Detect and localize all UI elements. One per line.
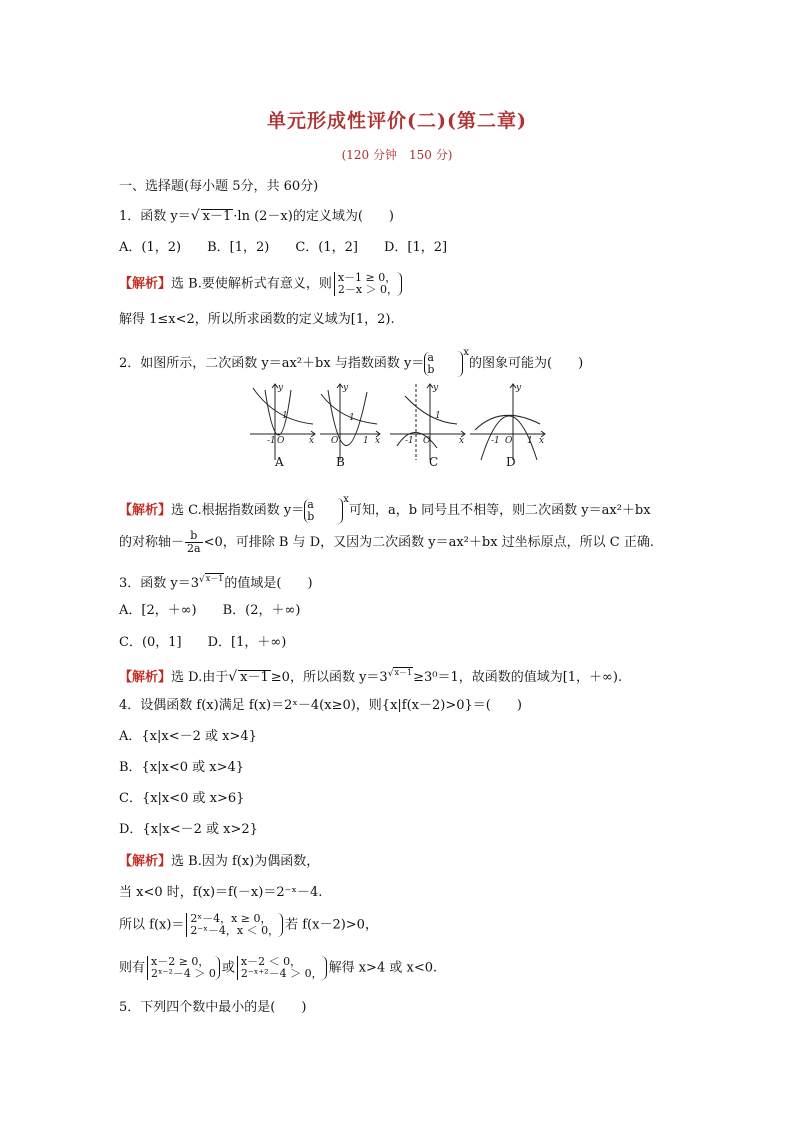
q3-sol-post: ≥3⁰＝1，故函数的值域为[1，＋∞). xyxy=(413,670,623,685)
graph-label-d: D xyxy=(506,455,516,469)
svg-text:x: x xyxy=(309,436,315,446)
frac-den: b xyxy=(427,362,435,376)
or-word: 或 xyxy=(221,960,235,976)
q1-sys-row2: 2－x ＞ 0， xyxy=(337,283,399,296)
q1-sol-line2: 解得 1≤x<2，所以所求函数的定义域为[1，2). xyxy=(119,312,395,327)
radical-sign: √ xyxy=(199,575,205,585)
q4-sol-4-post: 解得 x>4 或 x<0. xyxy=(328,960,438,976)
q2-stem-post: 的图象可能为( ) xyxy=(469,356,584,371)
q4-sol-3-post: 若 f(x－2)>0， xyxy=(285,917,378,933)
q4-solution-1 xyxy=(119,853,319,871)
paren-right xyxy=(434,351,463,377)
q3-solution xyxy=(119,665,622,687)
svg-text:O: O xyxy=(331,436,339,446)
frac-den: b xyxy=(307,509,315,523)
radical-sign: √ xyxy=(228,669,238,685)
page-subtitle: (120 分钟 150 分) xyxy=(341,148,453,162)
graph-label-b: B xyxy=(336,455,345,469)
svg-text:y: y xyxy=(433,383,439,393)
q2-sol-pre: 选 C.根据指数函数 y＝ xyxy=(171,503,305,518)
q4-option-b: B．{x|x<0 或 x>4} xyxy=(119,760,245,775)
q4-sol-1-text: 选 B.因为 f(x)为偶函数， xyxy=(171,854,320,869)
solution-tag: 【解析】 xyxy=(119,503,172,518)
q1-sol-text: 选 B.要使解析式有意义，则 xyxy=(171,276,332,292)
sys-row2: 2ˣ⁻²－4 ＞ 0 xyxy=(151,967,216,980)
sys-row1: x－2 ≥ 0， xyxy=(151,955,210,968)
solution-tag: 【解析】 xyxy=(119,670,172,685)
q1-stem-post: ·ln (2－x)的定义域为( ) xyxy=(233,209,394,224)
q3-options-ab: A．[2，＋∞) B．(2，＋∞) xyxy=(119,603,301,618)
q1-solution xyxy=(119,272,404,296)
svg-text:-1: -1 xyxy=(405,436,414,446)
q3-radicand: x－1 xyxy=(205,574,224,583)
q2-sol-line2 xyxy=(119,530,654,555)
svg-text:1: 1 xyxy=(363,436,369,446)
svg-text:1: 1 xyxy=(349,413,355,423)
svg-text:-1: -1 xyxy=(267,436,276,446)
q4-solution-3 xyxy=(119,913,378,937)
sys-row2: 2⁻ˣ⁺²－4 ＞ 0， xyxy=(240,967,323,980)
q3-options-cd: C．(0，1] D．[1，＋∞) xyxy=(119,635,287,650)
q4-sol-4-pre: 则有 xyxy=(119,960,146,976)
q1-stem-pre: 1．函数 y＝ xyxy=(119,209,191,224)
q1-radicand: x－1 xyxy=(202,209,232,224)
q4-system-b xyxy=(147,956,220,980)
graph-c xyxy=(390,384,465,460)
sys-row1: x－2 ＜ 0， xyxy=(240,955,302,968)
q2-graph-figure xyxy=(245,380,555,465)
graph-d xyxy=(470,384,545,460)
q2-stem-pre: 2．如图所示，二次函数 y＝ax²＋bx 与指数函数 y＝ xyxy=(119,356,425,371)
q2-sol-fraction xyxy=(304,499,314,523)
svg-text:y: y xyxy=(516,383,522,393)
svg-text:x: x xyxy=(539,436,545,446)
frac-num: a xyxy=(307,497,314,511)
solution-tag: 【解析】 xyxy=(119,854,172,869)
q2-sol-post: 可知，a，b 同号且不相等，则二次函数 y＝ax²＋bx xyxy=(348,503,651,518)
q1-options: A．(1，2) B．[1，2) C．(1，2] D．[1，2] xyxy=(119,240,448,255)
q4-system-c xyxy=(237,956,327,980)
q2-sol-line2-pre: 的对称轴－ xyxy=(119,535,185,550)
q5-stem: 5．下列四个数中最小的是( ) xyxy=(119,1000,307,1015)
q2-sol-line2-post: <0，可排除 B 与 D，又因为二次函数 y＝ax²＋bx 过坐标原点，所以 C 正确. xyxy=(203,535,655,550)
frac-den: 2a xyxy=(187,542,201,555)
section-heading: 一、选择题(每小题 5分，共 60分) xyxy=(119,179,319,194)
q3-stem xyxy=(119,571,313,593)
q2-sol-exponent: x xyxy=(343,494,349,505)
radical-sign: √ xyxy=(190,208,200,224)
q1-stem xyxy=(119,207,394,226)
svg-text:1: 1 xyxy=(527,436,533,446)
q1-sys-row1: x－1 ≥ 0， xyxy=(337,271,397,284)
solution-tag: 【解析】 xyxy=(119,276,172,292)
graph-label-c: C xyxy=(429,455,439,469)
paren-right xyxy=(314,498,343,524)
svg-text:x: x xyxy=(459,436,465,446)
q3-sol-radicand: x－1 xyxy=(240,670,269,685)
svg-text:O: O xyxy=(505,436,513,446)
q3-sol-pre: 选 D.由于 xyxy=(171,670,229,685)
q2-base-fraction xyxy=(424,352,434,376)
svg-text:1: 1 xyxy=(282,411,288,421)
q4-option-d: D．{x|x<－2 或 x>2} xyxy=(119,822,258,837)
q2-exponent: x xyxy=(463,347,469,358)
svg-text:1: 1 xyxy=(435,411,441,421)
frac-num: b xyxy=(185,530,203,543)
svg-text:O: O xyxy=(423,436,431,446)
q2-stem xyxy=(119,344,583,377)
q4-solution-4 xyxy=(119,956,437,980)
svg-text:-1: -1 xyxy=(491,436,500,446)
q4-sol-3-pre: 所以 f(x)＝ xyxy=(119,917,185,933)
q3-sol-mid: ≥0，所以函数 y＝3 xyxy=(270,670,388,685)
svg-text:y: y xyxy=(278,383,284,393)
svg-text:O: O xyxy=(277,436,285,446)
svg-text:y: y xyxy=(343,383,349,393)
piece-row2: 2⁻ˣ－4，x ＜ 0， xyxy=(190,924,280,937)
q2-solution xyxy=(119,491,651,524)
page-title: 单元形成性评价(二)(第二章) xyxy=(267,110,527,132)
piece-row1: 2ˣ－4，x ≥ 0， xyxy=(190,912,272,925)
q4-piecewise xyxy=(186,913,283,937)
graph-a xyxy=(250,384,315,460)
q3-stem-post: 的值域是( ) xyxy=(224,576,313,591)
radical-sign: √ xyxy=(387,669,394,679)
q4-stem: 4．设偶函数 f(x)满足 f(x)＝2ˣ－4(x≥0)，则{x|f(x－2)>0}＝( ) xyxy=(119,698,522,713)
symmetry-fraction xyxy=(185,530,203,555)
q4-option-c: C．{x|x<0 或 x>6} xyxy=(119,791,245,806)
q4-solution-2: 当 x<0 时，f(x)＝f(－x)＝2⁻ˣ－4. xyxy=(119,885,323,900)
q3-sol-radicand-exp: x－1 xyxy=(394,668,413,677)
svg-text:x: x xyxy=(375,436,381,446)
q3-stem-pre: 3．函数 y＝3 xyxy=(119,576,200,591)
q4-option-a: A．{x|x<－2 或 x>4} xyxy=(119,729,257,744)
graph-label-a: A xyxy=(275,455,284,469)
frac-num: a xyxy=(427,350,434,364)
q1-system xyxy=(334,272,402,296)
